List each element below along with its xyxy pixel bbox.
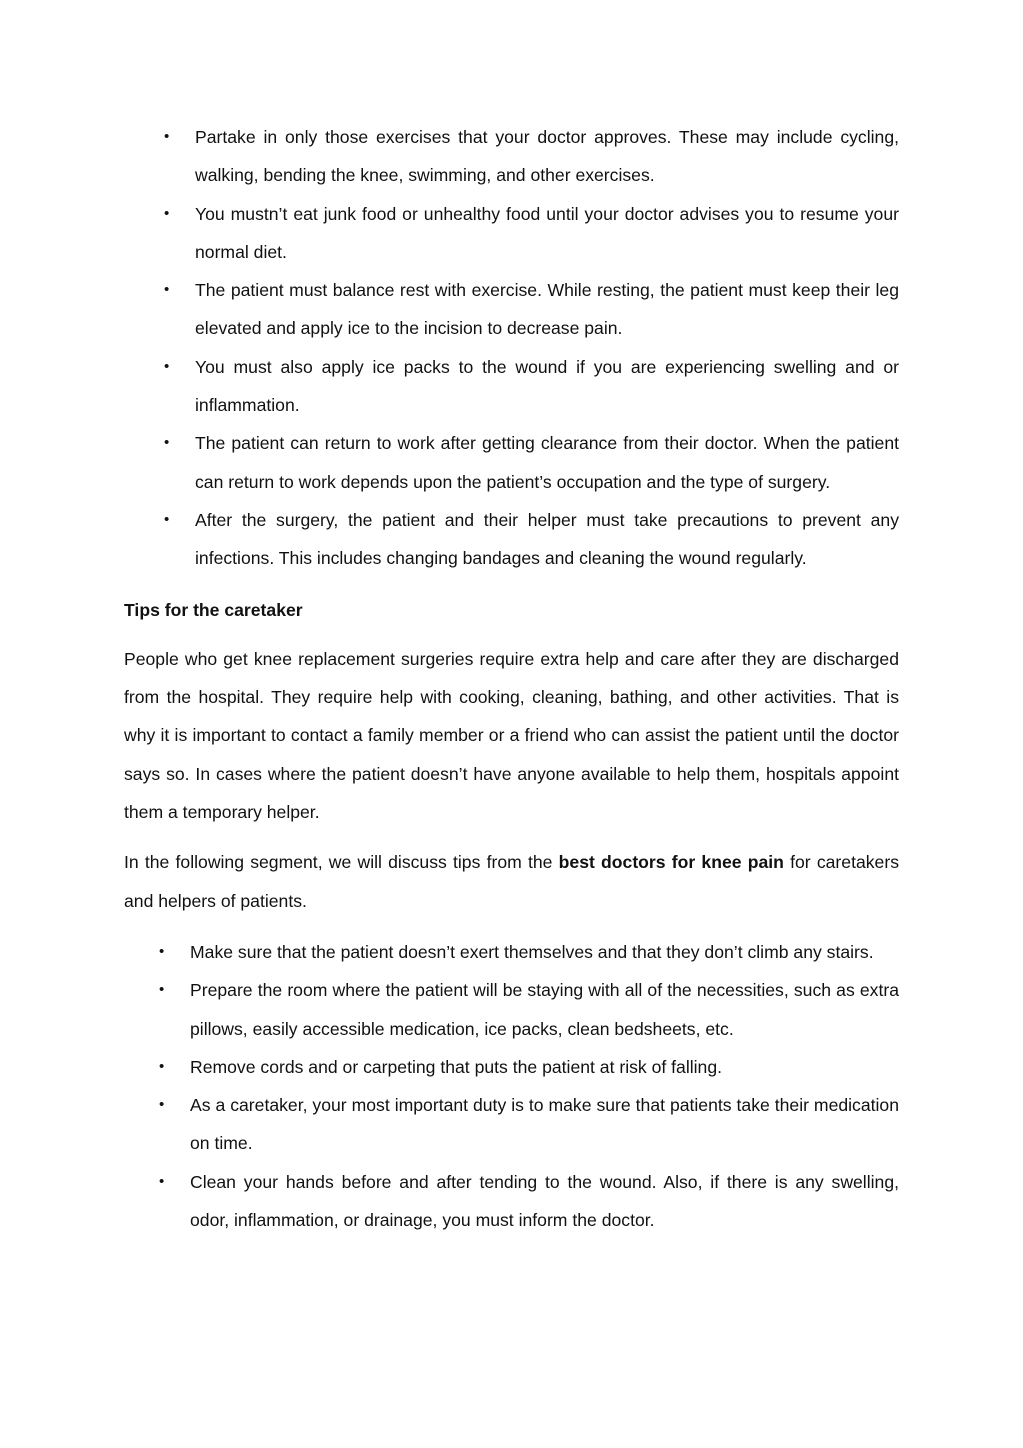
page-content	[124, 118, 899, 1239]
paragraph-text: In the following segment, we will discuss tips from the	[124, 852, 559, 873]
paragraph-caretaker-intro: People who get knee replacement surgeries require extra help and care after they are discharged from the hospital. They require help with cooking, cleaning, bathing, and other activities. That is why it is important to contact a family member or a friend who can assist the patient until the doctor says so. In cases where the patient doesn’t have anyone available to help them, hospitals appoint them a temporary helper.	[124, 648, 899, 823]
list-item-text: Clean your hands before and after tending to the wound. Also, if there is any swelling, odor, inflammation, or drainage, you must inform the doctor.	[190, 1171, 899, 1231]
bullet-icon: •	[164, 510, 170, 528]
list-item	[124, 1048, 899, 1086]
list-item	[124, 424, 899, 501]
list-item-text: Prepare the room where the patient will be staying with all of the necessities, such as extra pillows, easily accessible medication, ice packs, clean bedsheets, etc.	[190, 980, 899, 1039]
list-item-text: Remove cords and or carpeting that puts the patient at risk of falling.	[190, 1056, 723, 1077]
bullet-icon: •	[159, 1172, 165, 1190]
bullet-icon: •	[159, 942, 165, 960]
list-item-text: Make sure that the patient doesn’t exert themselves and that they don’t climb any stairs.	[190, 941, 874, 962]
list-item-text: After the surgery, the patient and their helper must take precautions to prevent any infections. This includes changing bandages and cleaning the wound regularly.	[195, 509, 899, 569]
caretaker-tips-list	[124, 933, 899, 1239]
bullet-icon: •	[164, 281, 170, 299]
list-item	[124, 501, 899, 578]
list-item	[124, 118, 899, 195]
list-item	[124, 1086, 899, 1163]
list-item-text: You must also apply ice packs to the wound if you are experiencing swelling and or inflammation.	[195, 356, 899, 416]
list-item	[124, 1163, 899, 1240]
paragraph-text: for caretakers and helpers of patients.	[124, 852, 899, 911]
list-item	[124, 933, 899, 971]
bullet-icon: •	[159, 981, 165, 999]
bold-keyword: best doctors for knee pain	[558, 852, 784, 873]
bullet-icon: •	[164, 357, 170, 375]
list-item-text: The patient can return to work after getting clearance from their doctor. When the patient can return to work depends upon the patient’s occupation and the type of surgery.	[195, 433, 899, 492]
section-heading: Tips for the caretaker	[124, 599, 303, 620]
list-item-text: The patient must balance rest with exercise. While resting, the patient must keep their leg elevated and apply ice to the incision to decrease pain.	[195, 280, 899, 339]
list-item	[124, 971, 899, 1048]
bullet-icon: •	[164, 128, 170, 145]
bullet-icon: •	[164, 204, 170, 222]
bullet-icon: •	[159, 1057, 165, 1075]
list-item-text: Partake in only those exercises that your doctor approves. These may include cycling, walking, bending the knee, swimming, and other exercises.	[195, 127, 899, 186]
bullet-icon: •	[164, 434, 170, 452]
bullet-icon: •	[159, 1096, 165, 1114]
list-item	[124, 195, 899, 272]
list-item	[124, 271, 899, 348]
list-item	[124, 348, 899, 425]
recovery-tips-list	[124, 118, 899, 578]
paragraph-segment-intro	[124, 843, 899, 920]
list-item-text: As a caretaker, your most important duty is to make sure that patients take their medication on time.	[190, 1095, 899, 1154]
list-item-text: You mustn’t eat junk food or unhealthy food until your doctor advises you to resume your normal diet.	[195, 203, 899, 262]
